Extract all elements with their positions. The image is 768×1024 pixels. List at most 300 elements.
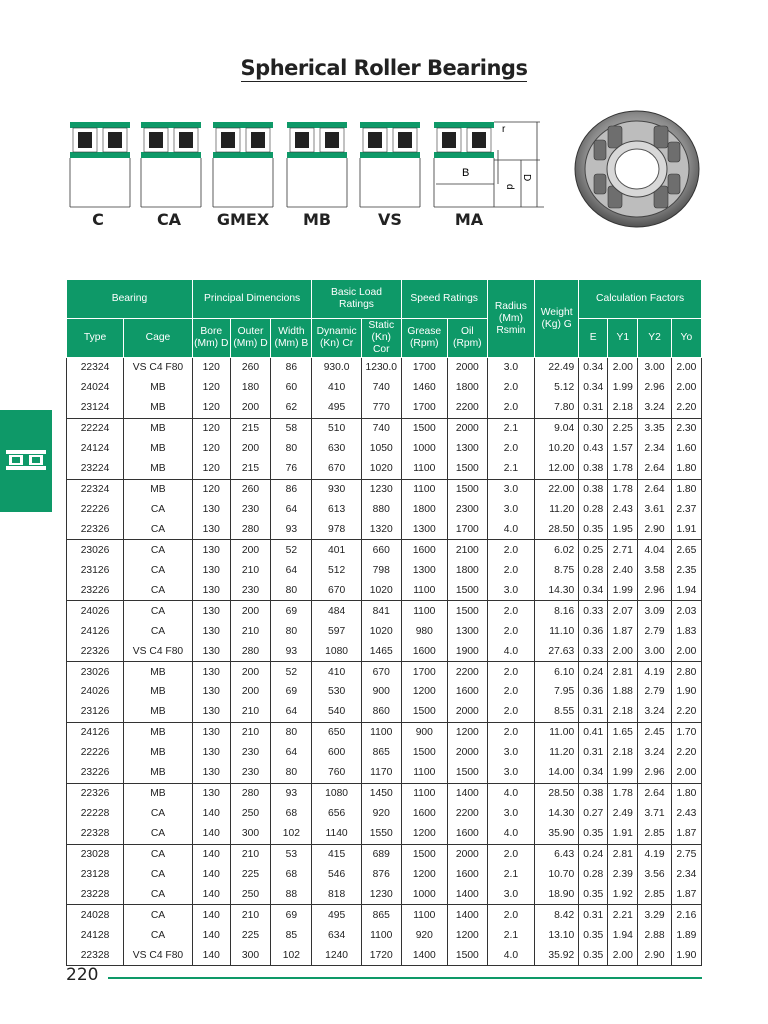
- table-row: [67, 804, 702, 824]
- cell-e: 0.34: [579, 358, 608, 378]
- cell-dynamic: 597: [312, 621, 362, 641]
- cell-radius: 2.0: [487, 378, 534, 398]
- cell-dynamic: 510: [312, 418, 362, 438]
- cell-width: 80: [271, 439, 312, 459]
- cell-y2: 2.34: [638, 439, 671, 459]
- cell-y2: 3.09: [638, 601, 671, 621]
- cell-cage: VS C4 F80: [124, 358, 193, 378]
- cell-dynamic: 634: [312, 925, 362, 945]
- cell-e: 0.35: [579, 925, 608, 945]
- cell-e: 0.36: [579, 621, 608, 641]
- cell-yo: 1.87: [671, 824, 701, 844]
- cell-grease: 1700: [401, 358, 447, 378]
- cell-radius: 2.0: [487, 844, 534, 864]
- cell-yo: 2.65: [671, 540, 701, 560]
- cell-e: 0.24: [579, 844, 608, 864]
- cell-e: 0.43: [579, 439, 608, 459]
- cell-width: 52: [271, 540, 312, 560]
- cell-e: 0.36: [579, 682, 608, 702]
- table-row: [67, 945, 702, 965]
- cell-radius: 2.0: [487, 560, 534, 580]
- cell-bore: 120: [192, 418, 230, 438]
- cell-oil: 1500: [447, 601, 487, 621]
- cell-static: 1230: [361, 479, 401, 499]
- cell-y2: 3.71: [638, 804, 671, 824]
- col-e: E: [579, 319, 608, 358]
- cell-bore: 130: [192, 641, 230, 661]
- cell-width: 64: [271, 560, 312, 580]
- cell-radius: 2.0: [487, 722, 534, 742]
- cell-oil: 1600: [447, 824, 487, 844]
- cell-y2: 2.96: [638, 580, 671, 600]
- cell-type: 24126: [67, 722, 124, 742]
- cell-weight: 14.30: [535, 804, 579, 824]
- cell-weight: 11.10: [535, 621, 579, 641]
- cell-radius: 2.1: [487, 864, 534, 884]
- cell-dynamic: 495: [312, 398, 362, 418]
- cell-oil: 1800: [447, 560, 487, 580]
- table-row: [67, 520, 702, 540]
- cell-yo: 2.00: [671, 378, 701, 398]
- cell-width: 53: [271, 844, 312, 864]
- cell-width: 88: [271, 884, 312, 904]
- cell-radius: 2.0: [487, 702, 534, 722]
- cell-type: 23224: [67, 459, 124, 479]
- cell-weight: 27.63: [535, 641, 579, 661]
- cell-oil: 1200: [447, 925, 487, 945]
- cell-bore: 140: [192, 824, 230, 844]
- cell-dynamic: 670: [312, 459, 362, 479]
- cell-weight: 10.20: [535, 439, 579, 459]
- cell-e: 0.38: [579, 783, 608, 803]
- cell-static: 1020: [361, 459, 401, 479]
- cell-oil: 1600: [447, 682, 487, 702]
- cell-y1: 2.00: [608, 641, 638, 661]
- cell-e: 0.31: [579, 905, 608, 925]
- cell-type: 23126: [67, 702, 124, 722]
- cell-yo: 2.00: [671, 641, 701, 661]
- cell-bore: 120: [192, 459, 230, 479]
- cell-yo: 2.03: [671, 601, 701, 621]
- cell-type: 23128: [67, 864, 124, 884]
- cell-width: 102: [271, 824, 312, 844]
- cell-dynamic: 930: [312, 479, 362, 499]
- cell-weight: 11.20: [535, 743, 579, 763]
- bearing-section-6: [434, 122, 494, 207]
- cell-type: 24026: [67, 682, 124, 702]
- cell-width: 64: [271, 702, 312, 722]
- cell-static: 770: [361, 398, 401, 418]
- cell-static: 1170: [361, 763, 401, 783]
- cell-grease: 1300: [401, 520, 447, 540]
- cell-static: 1320: [361, 520, 401, 540]
- cell-y1: 1.65: [608, 722, 638, 742]
- cell-radius: 3.0: [487, 743, 534, 763]
- cell-y1: 2.00: [608, 945, 638, 965]
- cell-bore: 130: [192, 540, 230, 560]
- cell-yo: 2.20: [671, 743, 701, 763]
- cell-outer: 225: [230, 925, 271, 945]
- cell-yo: 2.00: [671, 763, 701, 783]
- section-tab: [0, 410, 52, 512]
- cell-grease: 1800: [401, 500, 447, 520]
- cell-width: 93: [271, 783, 312, 803]
- cell-dynamic: 540: [312, 702, 362, 722]
- cell-bore: 140: [192, 884, 230, 904]
- cell-radius: 2.0: [487, 682, 534, 702]
- cell-y2: 2.88: [638, 925, 671, 945]
- cell-weight: 22.49: [535, 358, 579, 378]
- cell-weight: 14.00: [535, 763, 579, 783]
- cell-y2: 2.64: [638, 459, 671, 479]
- cell-type: 24126: [67, 621, 124, 641]
- cell-outer: 230: [230, 580, 271, 600]
- cell-e: 0.34: [579, 378, 608, 398]
- cell-oil: 1400: [447, 905, 487, 925]
- cell-weight: 8.16: [535, 601, 579, 621]
- cell-y1: 1.78: [608, 459, 638, 479]
- cell-cage: CA: [124, 864, 193, 884]
- cell-yo: 1.60: [671, 439, 701, 459]
- cell-weight: 6.10: [535, 662, 579, 682]
- cell-weight: 11.20: [535, 500, 579, 520]
- cell-weight: 6.02: [535, 540, 579, 560]
- cell-cage: MB: [124, 763, 193, 783]
- cell-yo: 1.80: [671, 479, 701, 499]
- cell-static: 1100: [361, 925, 401, 945]
- cell-oil: 1700: [447, 520, 487, 540]
- cell-dynamic: 530: [312, 682, 362, 702]
- cell-width: 86: [271, 358, 312, 378]
- cell-width: 80: [271, 722, 312, 742]
- cell-width: 69: [271, 601, 312, 621]
- cell-cage: MB: [124, 722, 193, 742]
- cell-y2: 3.56: [638, 864, 671, 884]
- cell-y1: 2.00: [608, 358, 638, 378]
- cell-grease: 1100: [401, 763, 447, 783]
- cell-yo: 2.37: [671, 500, 701, 520]
- cell-width: 102: [271, 945, 312, 965]
- cell-e: 0.35: [579, 945, 608, 965]
- table-body: [67, 358, 702, 966]
- cell-type: 24128: [67, 925, 124, 945]
- header-bearing: Bearing: [67, 280, 193, 319]
- cell-width: 58: [271, 418, 312, 438]
- cell-grease: 920: [401, 925, 447, 945]
- cell-weight: 10.70: [535, 864, 579, 884]
- cell-y2: 3.61: [638, 500, 671, 520]
- cell-type: 23124: [67, 398, 124, 418]
- cell-y1: 2.71: [608, 540, 638, 560]
- cell-static: 900: [361, 682, 401, 702]
- col-oil: Oil (Rpm): [447, 319, 487, 358]
- cell-grease: 1000: [401, 884, 447, 904]
- cell-static: 798: [361, 560, 401, 580]
- cell-y2: 2.79: [638, 682, 671, 702]
- cell-y1: 1.78: [608, 479, 638, 499]
- col-cage: Cage: [124, 319, 193, 358]
- cell-radius: 2.0: [487, 601, 534, 621]
- cell-radius: 3.0: [487, 884, 534, 904]
- table-row: [67, 601, 702, 621]
- cell-cage: CA: [124, 540, 193, 560]
- cell-dynamic: 650: [312, 722, 362, 742]
- cell-width: 80: [271, 580, 312, 600]
- header-speed-ratings: Speed Ratings: [401, 280, 487, 319]
- cell-yo: 1.90: [671, 945, 701, 965]
- cell-static: 689: [361, 844, 401, 864]
- cell-y1: 2.07: [608, 601, 638, 621]
- table-row: [67, 378, 702, 398]
- type-label-vs: VS: [378, 210, 402, 229]
- type-label-ma: MA: [454, 210, 484, 229]
- cell-weight: 14.30: [535, 580, 579, 600]
- col-width: Width (Mm) B: [271, 319, 312, 358]
- cell-weight: 13.10: [535, 925, 579, 945]
- cell-grease: 1700: [401, 398, 447, 418]
- cell-y2: 4.19: [638, 844, 671, 864]
- cell-radius: 3.0: [487, 358, 534, 378]
- cell-cage: CA: [124, 905, 193, 925]
- cell-y1: 1.99: [608, 378, 638, 398]
- cell-width: 76: [271, 459, 312, 479]
- col-outer: Outer (Mm) D: [230, 319, 271, 358]
- cell-outer: 230: [230, 763, 271, 783]
- cell-radius: 3.0: [487, 763, 534, 783]
- cell-radius: 2.1: [487, 418, 534, 438]
- cell-outer: 300: [230, 824, 271, 844]
- cell-static: 1050: [361, 439, 401, 459]
- cell-bore: 130: [192, 580, 230, 600]
- cell-type: 22326: [67, 783, 124, 803]
- cell-type: 23026: [67, 540, 124, 560]
- cell-oil: 2100: [447, 540, 487, 560]
- cell-weight: 35.90: [535, 824, 579, 844]
- cell-y2: 3.00: [638, 358, 671, 378]
- cell-y1: 2.39: [608, 864, 638, 884]
- table-row: [67, 722, 702, 742]
- cell-oil: 2000: [447, 358, 487, 378]
- cell-static: 740: [361, 418, 401, 438]
- cell-oil: 1800: [447, 378, 487, 398]
- cell-grease: 1500: [401, 844, 447, 864]
- cell-bore: 140: [192, 905, 230, 925]
- cell-outer: 210: [230, 560, 271, 580]
- cell-type: 22326: [67, 520, 124, 540]
- cell-bore: 140: [192, 804, 230, 824]
- cell-type: 23126: [67, 560, 124, 580]
- cell-outer: 280: [230, 641, 271, 661]
- cell-cage: MB: [124, 459, 193, 479]
- cell-outer: 215: [230, 418, 271, 438]
- type-label-gmex: GMEX: [216, 210, 270, 229]
- cell-e: 0.27: [579, 804, 608, 824]
- table-row: [67, 500, 702, 520]
- cell-e: 0.35: [579, 520, 608, 540]
- cell-type: 22328: [67, 945, 124, 965]
- cell-cage: CA: [124, 925, 193, 945]
- cell-e: 0.34: [579, 763, 608, 783]
- cell-yo: 2.16: [671, 905, 701, 925]
- cell-oil: 2000: [447, 418, 487, 438]
- cell-type: 24028: [67, 905, 124, 925]
- cell-bore: 140: [192, 925, 230, 945]
- cell-static: 1230: [361, 884, 401, 904]
- bearing-section-2: [141, 122, 201, 207]
- cell-dynamic: 410: [312, 662, 362, 682]
- cell-y1: 1.57: [608, 439, 638, 459]
- cell-yo: 1.91: [671, 520, 701, 540]
- cell-dynamic: 656: [312, 804, 362, 824]
- cell-outer: 200: [230, 601, 271, 621]
- cell-outer: 280: [230, 520, 271, 540]
- bearing-photo: [568, 100, 706, 238]
- cell-yo: 2.43: [671, 804, 701, 824]
- table-row: [67, 439, 702, 459]
- table-row: [67, 783, 702, 803]
- cell-y2: 3.24: [638, 702, 671, 722]
- cell-width: 80: [271, 763, 312, 783]
- cell-e: 0.31: [579, 702, 608, 722]
- cell-width: 68: [271, 864, 312, 884]
- dim-label-r: r: [502, 124, 506, 135]
- cell-grease: 1600: [401, 804, 447, 824]
- cell-bore: 130: [192, 783, 230, 803]
- cell-y1: 2.18: [608, 398, 638, 418]
- cell-yo: 1.87: [671, 884, 701, 904]
- cell-y1: 2.18: [608, 702, 638, 722]
- cell-outer: 200: [230, 682, 271, 702]
- cell-width: 86: [271, 479, 312, 499]
- cell-cage: CA: [124, 520, 193, 540]
- cell-radius: 4.0: [487, 783, 534, 803]
- cell-type: 23028: [67, 844, 124, 864]
- cell-outer: 250: [230, 884, 271, 904]
- cell-y1: 2.21: [608, 905, 638, 925]
- cell-yo: 1.83: [671, 621, 701, 641]
- cell-bore: 140: [192, 945, 230, 965]
- cell-dynamic: 546: [312, 864, 362, 884]
- cell-type: 22328: [67, 824, 124, 844]
- cell-radius: 4.0: [487, 520, 534, 540]
- cell-yo: 2.35: [671, 560, 701, 580]
- bearing-section-icon: [6, 450, 46, 470]
- cell-cage: VS C4 F80: [124, 641, 193, 661]
- cell-dynamic: 670: [312, 580, 362, 600]
- cell-y2: 2.85: [638, 824, 671, 844]
- cell-grease: 1600: [401, 641, 447, 661]
- cell-oil: 1300: [447, 621, 487, 641]
- cell-yo: 2.80: [671, 662, 701, 682]
- cell-oil: 1400: [447, 884, 487, 904]
- cell-yo: 2.20: [671, 702, 701, 722]
- cell-yo: 2.34: [671, 864, 701, 884]
- cell-bore: 130: [192, 722, 230, 742]
- cell-width: 69: [271, 682, 312, 702]
- header-radius: Radius (Mm) Rsmin: [487, 280, 534, 358]
- cell-static: 865: [361, 905, 401, 925]
- footer-rule: [108, 977, 702, 979]
- cell-radius: 3.0: [487, 479, 534, 499]
- cell-width: 93: [271, 641, 312, 661]
- cell-radius: 2.1: [487, 459, 534, 479]
- cell-oil: 1500: [447, 763, 487, 783]
- cell-grease: 1500: [401, 418, 447, 438]
- cell-static: 660: [361, 540, 401, 560]
- cell-e: 0.24: [579, 662, 608, 682]
- cell-y2: 2.64: [638, 783, 671, 803]
- table-row: [67, 358, 702, 378]
- cell-e: 0.38: [579, 459, 608, 479]
- cell-bore: 130: [192, 682, 230, 702]
- cell-weight: 7.95: [535, 682, 579, 702]
- cell-oil: 1400: [447, 783, 487, 803]
- cell-static: 740: [361, 378, 401, 398]
- cell-type: 22324: [67, 479, 124, 499]
- cell-dynamic: 401: [312, 540, 362, 560]
- table-row: [67, 560, 702, 580]
- col-y2: Y2: [638, 319, 671, 358]
- cell-y1: 1.91: [608, 824, 638, 844]
- cell-radius: 2.1: [487, 925, 534, 945]
- cell-grease: 1300: [401, 560, 447, 580]
- cell-e: 0.33: [579, 601, 608, 621]
- cell-cage: MB: [124, 439, 193, 459]
- cell-dynamic: 600: [312, 743, 362, 763]
- cell-width: 52: [271, 662, 312, 682]
- cell-outer: 200: [230, 662, 271, 682]
- cell-static: 1450: [361, 783, 401, 803]
- cell-oil: 2300: [447, 500, 487, 520]
- cell-weight: 35.92: [535, 945, 579, 965]
- table-row: [67, 763, 702, 783]
- cell-y1: 1.92: [608, 884, 638, 904]
- table-row: [67, 864, 702, 884]
- col-yo: Yo: [671, 319, 701, 358]
- cell-radius: 4.0: [487, 945, 534, 965]
- cell-outer: 210: [230, 621, 271, 641]
- cell-cage: CA: [124, 824, 193, 844]
- cell-grease: 1500: [401, 702, 447, 722]
- cell-grease: 980: [401, 621, 447, 641]
- cell-grease: 1200: [401, 682, 447, 702]
- cell-yo: 1.80: [671, 783, 701, 803]
- cell-grease: 1100: [401, 905, 447, 925]
- cell-oil: 1200: [447, 722, 487, 742]
- cell-y1: 1.94: [608, 925, 638, 945]
- bearing-spec-table: [66, 279, 702, 966]
- cell-e: 0.30: [579, 418, 608, 438]
- cell-cage: MB: [124, 702, 193, 722]
- cell-outer: 230: [230, 743, 271, 763]
- cell-cage: MB: [124, 378, 193, 398]
- cell-y2: 3.24: [638, 743, 671, 763]
- cell-e: 0.35: [579, 824, 608, 844]
- cell-y1: 1.87: [608, 621, 638, 641]
- cell-weight: 7.80: [535, 398, 579, 418]
- dim-label-d: d: [504, 184, 515, 190]
- cell-grease: 1100: [401, 783, 447, 803]
- table-row: [67, 398, 702, 418]
- cell-radius: 4.0: [487, 824, 534, 844]
- cell-oil: 1900: [447, 641, 487, 661]
- cell-bore: 130: [192, 702, 230, 722]
- col-static: Static (Kn) Cor: [361, 319, 401, 358]
- cell-weight: 5.12: [535, 378, 579, 398]
- cell-e: 0.34: [579, 580, 608, 600]
- cell-bore: 140: [192, 844, 230, 864]
- cell-oil: 2200: [447, 398, 487, 418]
